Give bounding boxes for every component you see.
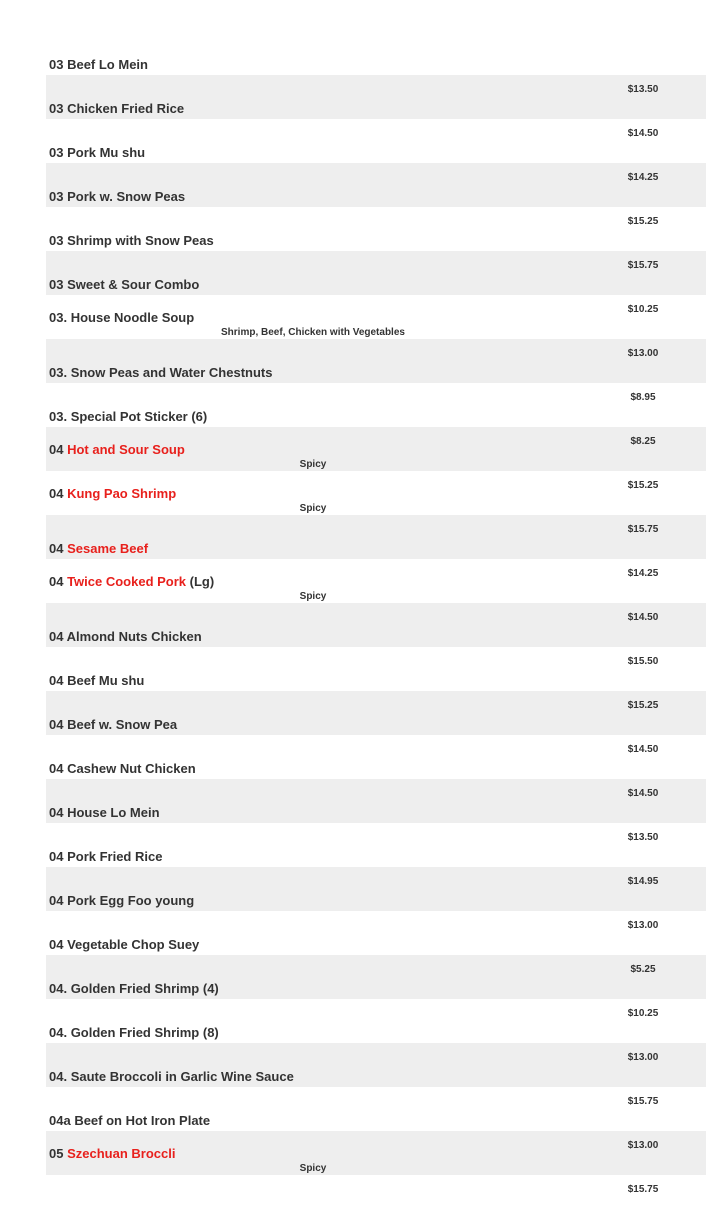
price: $15.75 xyxy=(627,260,659,271)
price: $14.50 xyxy=(627,128,659,139)
item-title: House Lo Mein xyxy=(67,805,160,820)
item-number: 03 xyxy=(49,101,68,116)
price: $15.25 xyxy=(627,700,659,711)
price: $14.25 xyxy=(627,172,659,183)
price: $14.50 xyxy=(627,744,659,755)
price: $13.00 xyxy=(627,1052,659,1063)
item-title: Pork Fried Rice xyxy=(67,849,163,864)
price: $14.50 xyxy=(627,788,659,799)
item-title: Pork Mu shu xyxy=(67,145,146,160)
item-name xyxy=(49,57,148,73)
item-title: Sweet & Sour Combo xyxy=(67,277,200,292)
menu-row xyxy=(46,339,706,383)
item-title: Beef Mu shu xyxy=(67,673,145,688)
item-name xyxy=(49,189,185,205)
item-title: Pork Egg Foo young xyxy=(67,893,195,908)
menu-row xyxy=(46,559,706,603)
item-number: 04. xyxy=(49,981,71,996)
menu-row xyxy=(46,295,706,339)
item-name xyxy=(49,673,144,689)
item-name xyxy=(49,409,207,425)
item-title: Chicken Fried Rice xyxy=(67,101,185,116)
item-name xyxy=(49,629,202,645)
item-number: 04 xyxy=(49,893,68,908)
menu-row xyxy=(46,119,706,163)
menu-row xyxy=(46,251,706,295)
menu-list xyxy=(46,0,706,1219)
menu-row xyxy=(46,735,706,779)
item-number: 04 xyxy=(49,442,68,457)
item-name xyxy=(49,849,162,865)
menu-row xyxy=(46,911,706,955)
item-title: Golden Fried Shrimp (8) xyxy=(70,1025,219,1040)
item-number: 03 xyxy=(49,57,68,72)
price: $15.50 xyxy=(627,656,659,667)
menu-row xyxy=(46,867,706,911)
item-spicy-name: Hot and Sour Soup xyxy=(67,442,185,457)
item-number: 04 xyxy=(49,574,68,589)
item-name xyxy=(49,761,196,777)
price: $10.25 xyxy=(627,1008,659,1019)
item-title: Cashew Nut Chicken xyxy=(67,761,196,776)
item-name xyxy=(49,277,199,293)
item-title: Saute Broccoli in Garlic Wine Sauce xyxy=(70,1069,294,1084)
item-title: Beef w. Snow Pea xyxy=(67,717,178,732)
item-description: Shrimp, Beef, Chicken with Vegetables xyxy=(221,327,405,338)
menu-row xyxy=(46,603,706,647)
price: $13.50 xyxy=(627,832,659,843)
item-name xyxy=(49,1113,210,1129)
item-description: Spicy xyxy=(299,459,327,470)
menu-row xyxy=(46,999,706,1043)
item-title: Almond Nuts Chicken xyxy=(66,629,202,644)
item-description: Spicy xyxy=(299,591,327,602)
item-name xyxy=(49,981,219,997)
item-spicy-name: Szechuan Broccli xyxy=(67,1146,176,1161)
item-name xyxy=(49,574,214,590)
menu-row xyxy=(46,163,706,207)
item-name xyxy=(49,101,184,117)
price: $8.25 xyxy=(630,436,656,447)
item-title: Shrimp with Snow Peas xyxy=(67,233,214,248)
item-number: 05 xyxy=(49,1146,68,1161)
menu-row xyxy=(46,471,706,515)
price: $14.95 xyxy=(627,876,659,887)
item-number: 04 xyxy=(49,937,68,952)
price: $13.00 xyxy=(627,1140,659,1151)
price: $14.25 xyxy=(627,568,659,579)
item-name xyxy=(49,1025,219,1041)
item-number: 04 xyxy=(49,541,68,556)
item-name xyxy=(49,310,194,326)
item-spicy-name: Kung Pao Shrimp xyxy=(67,486,177,501)
item-name xyxy=(49,442,185,458)
price: $13.00 xyxy=(627,920,659,931)
price: $14.50 xyxy=(627,612,659,623)
price: $8.95 xyxy=(630,392,656,403)
price: $15.75 xyxy=(627,524,659,535)
item-name xyxy=(49,805,160,821)
price: $15.25 xyxy=(627,216,659,227)
item-title: Beef on Hot Iron Plate xyxy=(74,1113,211,1128)
item-name xyxy=(49,893,194,909)
price: $15.75 xyxy=(627,1096,659,1107)
item-description: Spicy xyxy=(299,1163,327,1174)
price: $15.25 xyxy=(627,480,659,491)
price: $5.25 xyxy=(630,964,656,975)
price: $15.75 xyxy=(627,1184,659,1195)
menu-row xyxy=(46,955,706,999)
item-name xyxy=(49,937,199,953)
item-title: Vegetable Chop Suey xyxy=(67,937,200,952)
item-number: 04. xyxy=(49,1069,71,1084)
item-title: Beef Lo Mein xyxy=(67,57,148,72)
item-number: 03. xyxy=(49,310,71,325)
item-number: 03 xyxy=(49,233,68,248)
menu-row xyxy=(46,691,706,735)
item-number: 03 xyxy=(49,145,68,160)
price: $13.00 xyxy=(627,348,659,359)
item-number: 04 xyxy=(49,673,68,688)
menu-row xyxy=(46,31,706,75)
menu-row xyxy=(46,383,706,427)
item-name xyxy=(49,233,214,249)
item-number: 03 xyxy=(49,277,68,292)
item-name xyxy=(49,541,148,557)
item-number: 04a xyxy=(49,1113,75,1128)
menu-row xyxy=(46,75,706,119)
item-spicy-name: Twice Cooked Pork xyxy=(67,574,187,589)
item-number: 04. xyxy=(49,1025,71,1040)
item-title: Snow Peas and Water Chestnuts xyxy=(70,365,273,380)
menu-row xyxy=(46,779,706,823)
item-name xyxy=(49,365,272,381)
item-title: Special Pot Sticker (6) xyxy=(70,409,208,424)
item-name xyxy=(49,486,176,502)
item-description: Spicy xyxy=(299,503,327,514)
item-title: Pork w. Snow Peas xyxy=(67,189,186,204)
item-number: 03 xyxy=(49,189,68,204)
menu-row xyxy=(46,427,706,471)
menu-row xyxy=(46,207,706,251)
item-number: 04 xyxy=(49,629,67,644)
item-number: 03. xyxy=(49,409,71,424)
item-name xyxy=(49,1069,294,1085)
menu-row xyxy=(46,1175,706,1219)
menu-row xyxy=(46,647,706,691)
menu-row xyxy=(46,1087,706,1131)
menu-row xyxy=(46,515,706,559)
item-number: 04 xyxy=(49,805,68,820)
item-spicy-name: Sesame Beef xyxy=(67,541,149,556)
item-name xyxy=(49,717,177,733)
item-title: House Noodle Soup xyxy=(70,310,195,325)
menu-row xyxy=(46,1131,706,1175)
menu-row xyxy=(46,1043,706,1087)
item-number: 04 xyxy=(49,849,68,864)
item-title: Golden Fried Shrimp (4) xyxy=(70,981,219,996)
item-name xyxy=(49,145,145,161)
item-title: (Lg) xyxy=(186,574,215,589)
price: $10.25 xyxy=(627,304,659,315)
item-number: 04 xyxy=(49,761,68,776)
item-number: 03. xyxy=(49,365,71,380)
menu-row xyxy=(46,823,706,867)
item-name xyxy=(49,1146,175,1162)
item-number: 04 xyxy=(49,717,68,732)
price: $13.50 xyxy=(627,84,659,95)
menu-row xyxy=(46,0,706,31)
item-number: 04 xyxy=(49,486,68,501)
